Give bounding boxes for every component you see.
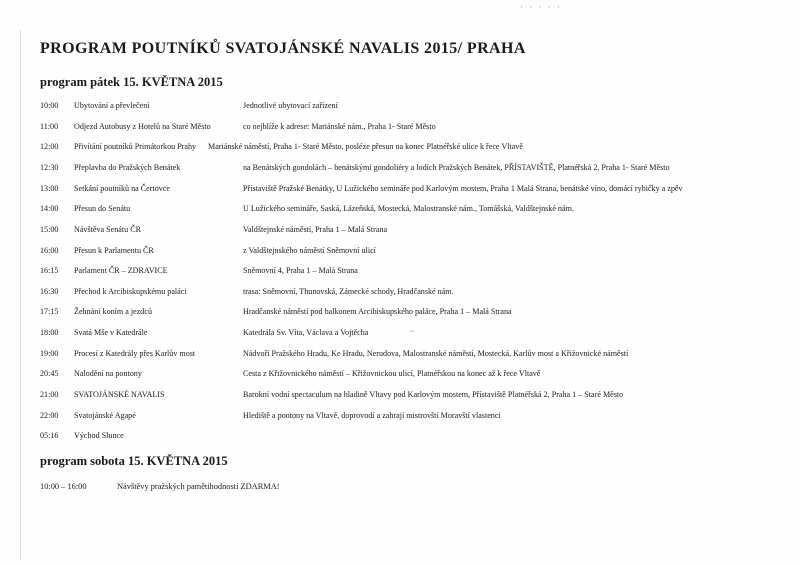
row-time: 18:00 xyxy=(40,328,59,337)
row-event: Přechod k Arcibiskupskému paláci xyxy=(74,287,187,296)
section-heading-saturday: program sobota 15. KVĚTNA 2015 xyxy=(40,454,228,468)
row-time: 12:30 xyxy=(40,163,59,172)
scribble-mark: ~ xyxy=(410,328,414,336)
document-title: PROGRAM POUTNÍKŮ SVATOJÁNSKÉ NAVALIS 2015/ PRAHA xyxy=(40,40,526,57)
row-event: Ubytování a převlečení xyxy=(74,101,150,110)
row-event: Odjezd Autobusy z Hotelů na Staré Město xyxy=(74,122,211,131)
row-time: 13:00 xyxy=(40,184,59,193)
row-place: Mariánské náměstí, Praha 1- Staré Město, posléze přesun na konec Platnéřské ulice k řece Vltavě xyxy=(208,142,523,151)
row-place: Přístaviště Pražské Benátky, U Lužického semináře pod Karlovým mostem, Praha 1 Malá Strana, benátské víno, domácí rybičky a zpěv xyxy=(243,184,683,193)
row-time: 11:00 xyxy=(40,122,59,131)
row-place: Nádvoří Pražského Hradu, Ke Hradu, Nerudova, Malostranské náměstí, Mostecká, Karlův most a Křižovnické náměstí xyxy=(243,349,629,358)
row-time: 17:15 xyxy=(40,307,59,316)
row-event: Přesun k Parlamentu ČR xyxy=(74,246,154,255)
row-event: Přivítání poutníků Primátorkou Prahy xyxy=(74,142,197,151)
row-time: 20:45 xyxy=(40,369,59,378)
row-event: Svatojánské Agapé xyxy=(74,411,136,420)
row-time: 05:16 xyxy=(40,431,59,440)
row-place: Hlediště a pontony na Vltavě, doprovodí a zahrají mistrovští Moravští vlastenci xyxy=(243,411,501,420)
scan-speck: · · · · · xyxy=(520,2,562,12)
row-place: co nejblíže k adrese: Mariánské nám., Praha 1- Staré Město xyxy=(243,122,436,131)
row-event: Návštěva Senátu ČR xyxy=(74,225,141,234)
row-time: 14:00 xyxy=(40,204,59,213)
row-event: SVATOJÁNSKÉ NAVALIS xyxy=(74,390,165,399)
row-time: 15:00 xyxy=(40,225,59,234)
row-time: 16:15 xyxy=(40,266,59,275)
row-place: Sněmovní 4, Praha 1 – Malá Strana xyxy=(243,266,358,275)
row-event: Setkání poutníků na Čertovce xyxy=(74,184,170,193)
row-time: 10:00 xyxy=(40,101,59,110)
row-place: Hradčanské náměstí pod balkonem Arcibiskupského paláce, Praha 1 – Malá Strana xyxy=(243,307,512,316)
row-time: 21:00 xyxy=(40,390,59,399)
row-time: 16:00 xyxy=(40,246,59,255)
row-place: U Lužického semináře, Saská, Lázeňská, Mostecká, Malostranské nám., Tomášská, Valdštejnské nám. xyxy=(243,204,574,213)
row-place: Katedrála Sv. Víta, Václava a Vojtěcha xyxy=(243,328,369,337)
row-event: Východ Slunce xyxy=(74,431,124,440)
row-event: Přesun do Senátu xyxy=(74,204,131,213)
row-event: Přeplavba do Pražských Benátek xyxy=(74,163,181,172)
row-time: 16:30 xyxy=(40,287,59,296)
row-place: Valdštejnské náměstí, Praha 1 – Malá Strana xyxy=(243,225,388,234)
row-place: Barokní vodní spectaculum na hladině Vltavy pod Karlovým mostem, Přístaviště Platnéřská 2, Praha 1 – Staré Město xyxy=(243,390,624,399)
row-event: Nalodění na pontony xyxy=(74,369,142,378)
row-event: Návštěvy pražských pamětihodností ZDARMA! xyxy=(117,482,280,491)
row-time: 12:00 xyxy=(40,142,59,151)
row-time: 19:00 xyxy=(40,349,59,358)
row-time: 10:00 – 16:00 xyxy=(40,482,87,491)
section-heading-friday: program pátek 15. KVĚTNA 2015 xyxy=(40,75,223,89)
row-place: z Valdštejnského náměstí Sněmovní ulicí xyxy=(243,246,376,255)
row-place: Cesta z Křižovnického náměstí – Křižovnickou ulicí, Platnéřskou na konec až k řece Vltavě xyxy=(243,369,541,378)
row-event: Procesí z Katedrály přes Karlův most xyxy=(74,349,196,358)
row-place: Jednotlivé ubytovací zařízení xyxy=(243,101,338,110)
row-place: na Benátských gondolách – benátskými gondoliéry a lodích Pražských Benátek, PŘÍSTAVIŠTĚ, Platnéřská 2, Praha 1- Staré Město xyxy=(243,163,670,172)
row-event: Žehnání koním a jezdců xyxy=(74,307,152,316)
row-place: trasa: Sněmovní, Thunovská, Zámecké schody, Hradčanské nám. xyxy=(243,287,454,296)
row-event: Svatá Mše v Katedrále xyxy=(74,328,148,337)
row-event: Parlament ČR – ZDRAVICE xyxy=(74,266,168,275)
row-time: 22:00 xyxy=(40,411,59,420)
scan-edge-line xyxy=(20,30,21,560)
